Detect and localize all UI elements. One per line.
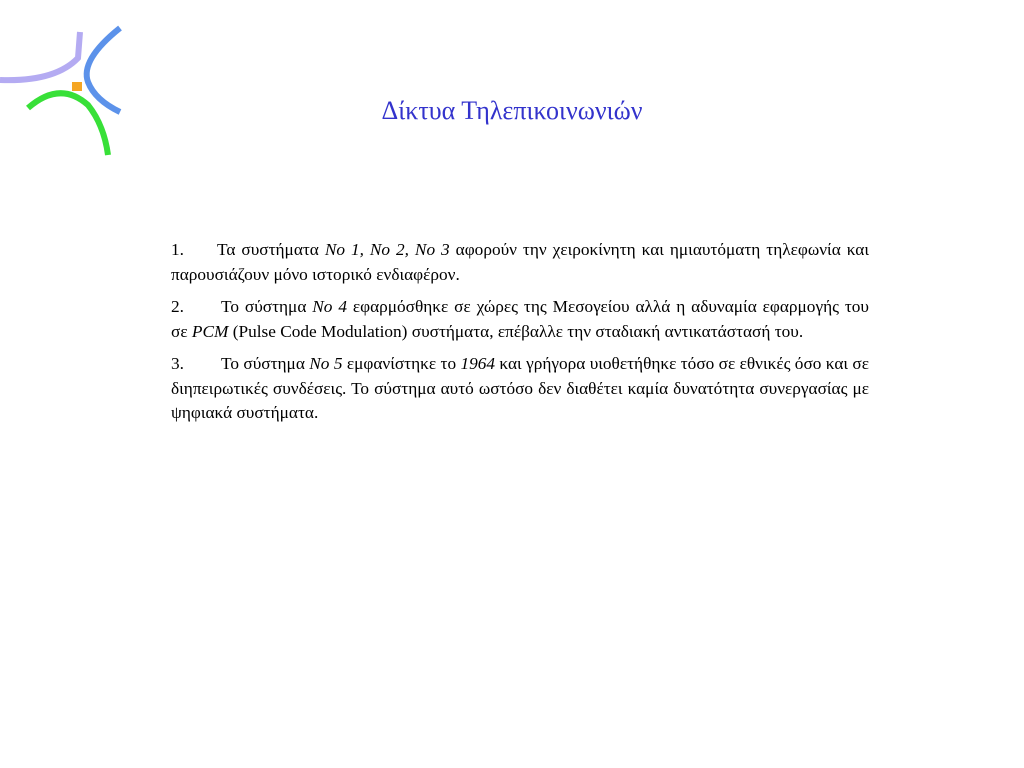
item-text: εμφανίστηκε το bbox=[342, 354, 461, 373]
item-number: 3. bbox=[171, 354, 184, 373]
item-number: 2. bbox=[171, 297, 184, 316]
item-text: Τα συστήματα bbox=[217, 240, 325, 259]
item-emphasis: Νο 5 bbox=[309, 354, 343, 373]
list-item bbox=[171, 352, 869, 426]
item-emphasis: PCM bbox=[191, 321, 229, 341]
item-text: και γρήγορα υιοθετήθηκε τόσο σε εθνικές όσο και σε διηπειρωτικές συνδέσεις. Το σύστημα αυτό ωστόσο δεν διαθέτει καμία δυνατότητα συνεργασίας με ψηφιακά συστήματα. bbox=[171, 354, 869, 422]
logo-icon bbox=[0, 20, 130, 160]
item-emphasis: Νο 4 bbox=[312, 297, 347, 316]
item-emphasis: 1964 bbox=[460, 354, 496, 373]
item-text: εφαρμόσθηκε σε χώρες της Μεσογείου αλλά η αδυναμία εφαρμογής του σε bbox=[171, 297, 869, 341]
list-item bbox=[171, 238, 869, 287]
item-text: Το σύστημα bbox=[221, 354, 310, 373]
slide-content bbox=[171, 238, 869, 434]
item-emphasis: Νο 1, Νο 2, Νο 3 bbox=[324, 240, 450, 259]
item-text: (Pulse Code Modulation) συστήματα, επέβαλλε την σταδιακή αντικατάστασή του. bbox=[228, 321, 804, 341]
slide-title: Δίκτυα Τηλεπικοινωνιών bbox=[381, 96, 643, 125]
item-text: αφορούν την χειροκίνητη και ημιαυτόματη τηλεφωνία και παρουσιάζουν μόνο ιστορικό ενδιαφέρον. bbox=[171, 240, 869, 284]
item-number: 1. bbox=[171, 240, 184, 259]
item-text: Το σύστημα bbox=[221, 297, 313, 316]
list-item bbox=[171, 295, 869, 344]
